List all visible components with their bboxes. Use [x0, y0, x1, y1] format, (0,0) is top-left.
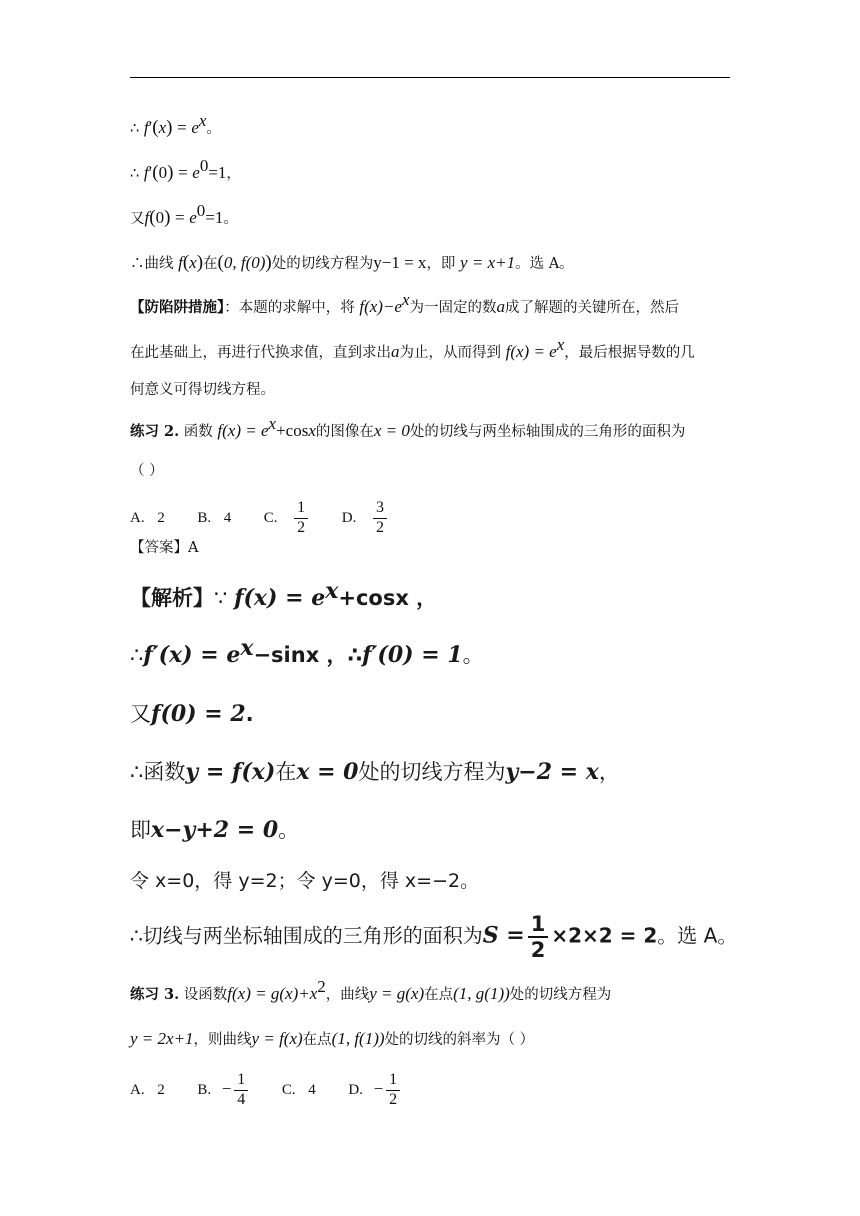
half-fraction	[528, 913, 549, 961]
punct: 。	[462, 643, 484, 667]
text: 处的切线与两坐标轴围成的三角形的面积为	[409, 424, 686, 440]
denominator: 2	[530, 938, 546, 963]
option-b-label: B.	[197, 1082, 212, 1099]
text: 在此基础上，再进行代换求值，直到求出	[130, 345, 391, 361]
derivative-at-zero-line: ∴ $f'(0) = e^0=1$，	[130, 156, 241, 183]
solution-line-6	[130, 872, 479, 891]
trap-prevention-line-2	[130, 335, 695, 361]
practice-2-paren	[130, 464, 164, 479]
text: 的图像在	[315, 424, 374, 440]
practice-2-question	[130, 414, 686, 440]
equals: =	[175, 208, 185, 227]
numerator: 1	[386, 1072, 400, 1091]
e-symbol: e	[192, 163, 200, 182]
answer-blank: （ ）	[130, 463, 164, 479]
text: 成了解题的关键所在，然后	[505, 300, 680, 316]
option-a-label: A.	[130, 510, 145, 527]
option-c-label: C.	[263, 510, 278, 527]
option-a-label: A.	[130, 1082, 145, 1099]
area-symbol: S =	[482, 922, 525, 949]
exponent: x	[556, 335, 565, 354]
option-b-label: B.	[197, 510, 212, 527]
analysis-label: 【解析】	[130, 586, 214, 610]
punct: .	[245, 702, 254, 726]
option-c-value: 4	[308, 1082, 316, 1099]
value: =1	[205, 208, 224, 227]
function-symbol: f	[144, 208, 150, 227]
solution-line-3	[130, 703, 254, 725]
practice-2-options	[130, 500, 390, 537]
also-word: 又	[130, 211, 145, 227]
option-d-fraction	[373, 500, 387, 537]
e-symbol: e	[189, 208, 197, 227]
prime-symbol: ′	[148, 163, 153, 182]
variable: x	[189, 253, 197, 272]
therefore-symbol: ∴	[130, 166, 140, 182]
value: =1	[208, 163, 227, 182]
denominator: 2	[297, 518, 306, 536]
exponent: 0	[196, 201, 206, 220]
text: 在点	[302, 1032, 332, 1048]
text: 。选 A。	[515, 256, 574, 272]
text: 即	[130, 818, 151, 842]
text: 处的切线的斜率为（ ）	[384, 1032, 535, 1048]
equation: y−2 = x	[505, 759, 599, 785]
expression: f(x) = e	[234, 585, 326, 611]
curve-expression: y = g(x)	[369, 984, 425, 1003]
argument: 0	[155, 208, 165, 227]
text: 在点	[424, 987, 454, 1003]
expression: f(x) = e	[505, 342, 557, 361]
text: ，即	[426, 256, 456, 272]
equation: y = f(x)	[185, 759, 276, 785]
option-c-fraction	[294, 500, 308, 537]
derivative-line: ∴ $f'(x) = e^x$。	[130, 111, 221, 138]
expression: +cosx ，	[338, 586, 438, 610]
practice-2-answer	[130, 541, 198, 556]
tangent-line-conclusion: ∴曲线 f(x)在(0, f(0))处的切线方程为y−1 = x，即 y = x+1。选 A。	[130, 252, 574, 273]
text: ∴函数	[130, 760, 186, 784]
option-b-value: 4	[223, 510, 232, 527]
therefore-symbol: ∴	[130, 643, 144, 667]
function-symbol: f	[143, 118, 149, 137]
point: 0, f(0)	[223, 253, 266, 272]
equals: =	[178, 163, 188, 182]
answer-text: 【答案】A	[130, 540, 199, 556]
section-label: 【防陷阱措施】	[130, 299, 225, 316]
text: 在	[275, 760, 297, 784]
function-expression: +cos	[276, 421, 309, 440]
text: ∴切线与两坐标轴围成的三角形的面积为	[130, 923, 483, 948]
text: ，曲线	[325, 987, 370, 1003]
exponent: 2	[317, 977, 326, 996]
solution-line-5	[130, 819, 299, 841]
function-expression: f(x) = e	[217, 421, 269, 440]
minus-sign: −	[221, 1079, 232, 1099]
solution-line-7	[130, 913, 737, 961]
text: 为一固定的数	[409, 300, 497, 316]
punct: 。	[206, 121, 221, 137]
text: 在	[203, 256, 218, 272]
denominator: 4	[237, 1090, 246, 1108]
variable: a	[496, 297, 506, 316]
minus-sign: −	[373, 1079, 384, 1099]
solution-line-1	[130, 578, 438, 611]
option-c-label: C.	[281, 1082, 296, 1099]
also-word: 又	[130, 702, 151, 726]
exponent: x	[401, 290, 410, 309]
text: 何意义可得切线方程。	[130, 382, 275, 398]
e-symbol: e	[191, 118, 199, 137]
solution-line-4	[130, 761, 620, 783]
point: (1, f(1))	[331, 1029, 385, 1048]
header-rule	[130, 77, 730, 78]
text: ：本题的求解中，将	[224, 300, 355, 316]
condition: x = 0	[296, 759, 359, 785]
text: 为止，从而得到	[399, 345, 501, 361]
practice-3-options	[130, 1072, 403, 1109]
solution-line-2	[130, 635, 484, 668]
option-d-fraction	[386, 1072, 400, 1109]
variable: x	[308, 421, 316, 440]
denominator: 2	[375, 518, 384, 536]
variable: x	[158, 118, 167, 137]
tangent-equation: y = 2x+1	[130, 1029, 194, 1048]
text: ∴曲线	[130, 256, 174, 272]
function-expression: f(x) = g(x)+x	[227, 984, 318, 1003]
practice-3-question-1	[130, 977, 612, 1003]
numerator: 3	[373, 500, 387, 519]
text: 设函数	[183, 987, 228, 1003]
denominator: 2	[389, 1090, 398, 1108]
practice-3-question-2	[130, 1030, 534, 1048]
numerator: 1	[528, 913, 549, 938]
text: 处的切线方程为	[271, 256, 374, 272]
because-symbol: ∵	[214, 586, 228, 610]
expression: f′(x) = e	[143, 642, 241, 668]
prime-symbol: ′	[148, 118, 153, 137]
function-symbol: f	[143, 163, 149, 182]
equation: y−1 = x	[373, 253, 427, 272]
option-b-fraction	[234, 1072, 248, 1109]
exponent: x	[240, 635, 254, 661]
trap-prevention-line-3	[130, 383, 275, 398]
punct: 。	[223, 211, 238, 227]
therefore-symbol: ∴	[130, 121, 140, 137]
option-d-label: D.	[348, 1082, 363, 1099]
exponent: x	[268, 414, 277, 433]
text: 处的切线方程为	[509, 987, 612, 1003]
punct: ，	[598, 760, 620, 784]
numerator: 1	[234, 1072, 248, 1091]
practice-label: 练习 2.	[130, 423, 180, 440]
expression: f(x)−e	[359, 297, 402, 316]
equation: x−y+2 = 0	[151, 817, 279, 843]
curve-expression: y = f(x)	[251, 1029, 303, 1048]
text: ，最后根据导数的几	[564, 345, 695, 361]
argument: 0	[158, 163, 168, 182]
option-d-label: D.	[341, 510, 357, 527]
exponent: 0	[199, 156, 209, 175]
numerator: 1	[294, 500, 308, 519]
function-symbol: f	[178, 253, 183, 272]
expression: −sinx ，∴	[253, 643, 363, 667]
exponent: x	[325, 578, 339, 604]
practice-label: 练习 3.	[130, 986, 180, 1003]
option-a-value: 2	[157, 510, 165, 527]
punct: ，	[226, 166, 241, 182]
text: 函数	[183, 424, 213, 440]
condition: x = 0	[373, 421, 410, 440]
function-at-zero-line: 又$f(0) = e^0=1$。	[130, 201, 238, 228]
text: ，则曲线	[193, 1032, 252, 1048]
equation: y = x+1	[460, 253, 516, 272]
punct: 。	[278, 818, 300, 842]
expression: ×2×2 = 2	[551, 923, 658, 948]
variable: a	[391, 342, 400, 361]
expression: f′(0) = 1	[362, 642, 463, 668]
text: 处的切线方程为	[358, 760, 506, 784]
text: 令 x=0，得 y=2；令 y=0，得 x=−2。	[130, 870, 480, 892]
exponent: x	[198, 111, 207, 130]
expression: f(0) = 2	[151, 701, 246, 727]
text: 。选 A。	[657, 923, 738, 948]
equals: =	[177, 118, 187, 137]
option-a-value: 2	[157, 1082, 165, 1099]
trap-prevention-line-1	[130, 290, 680, 316]
point: (1, g(1))	[453, 984, 510, 1003]
